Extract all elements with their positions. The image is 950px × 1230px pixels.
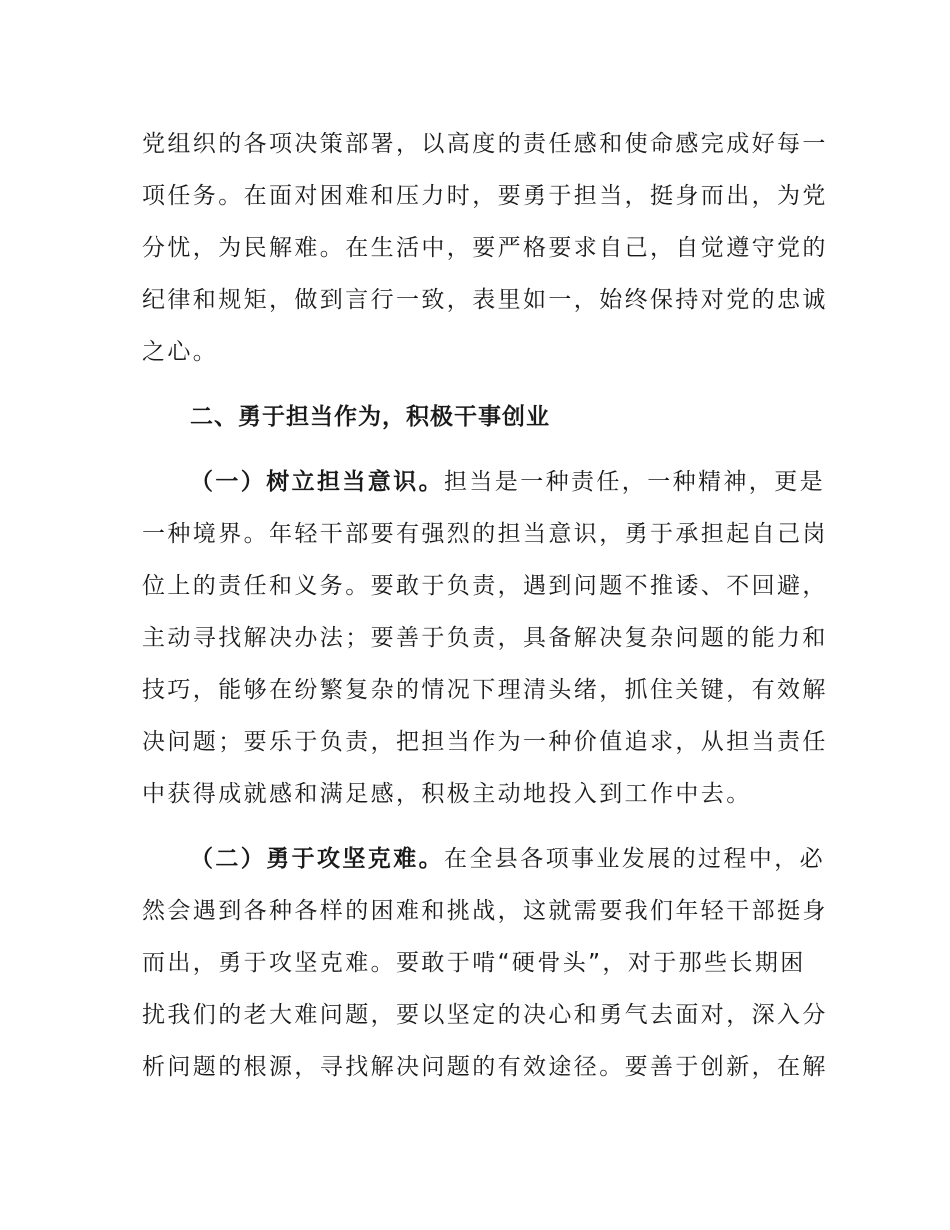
- text-line: [142, 456, 825, 508]
- text-line: 纪律和规矩，做到言行一致，表里如一，始终保持对党的忠诚: [142, 287, 828, 313]
- text-span: 在全县各项事业发展的过程中，必: [444, 846, 825, 872]
- section-heading: 二、勇于担当作为，积极干事创业: [190, 404, 550, 430]
- text-line: 分忧，为民解难。在生活中，要严格要求自己，自觉遵守党的: [142, 235, 828, 261]
- text-line: 中获得成就感和满足感，积极主动地投入到工作中去。: [142, 781, 752, 807]
- text-span: 担当是一种责任，一种精神，更是: [444, 469, 825, 495]
- text-line: 决问题；要乐于负责，把担当作为一种价值追求，从担当责任: [142, 729, 828, 755]
- text-line: 一种境界。年轻干部要有强烈的担当意识，勇于承担起自己岗: [142, 521, 828, 547]
- subsection-title: （二）勇于攻坚克难。: [190, 846, 444, 872]
- subsection-paragraph-1: [142, 456, 828, 820]
- text-line: 析问题的根源，寻找解决问题的有效途径。要善于创新，在解: [142, 1054, 828, 1080]
- text-line: 党组织的各项决策部署，以高度的责任感和使命感完成好每一: [142, 131, 828, 157]
- text-line: 而出，勇于攻坚克难。要敢于啃“硬骨头”，对于那些长期困: [142, 950, 806, 976]
- text-line: 项任务。在面对困难和压力时，要勇于担当，挺身而出，为党: [142, 183, 828, 209]
- text-line: 主动寻找解决办法；要善于负责，具备解决复杂问题的能力和: [142, 625, 828, 651]
- paragraph-continuation: [142, 118, 828, 378]
- text-line: 位上的责任和义务。要敢于负责，遇到问题不推诿、不回避，: [142, 573, 828, 599]
- document-page: [142, 118, 828, 1093]
- text-line: 技巧，能够在纷繁复杂的情况下理清头绪，抓住关键，有效解: [142, 677, 828, 703]
- subsection-title: （一）树立担当意识。: [190, 469, 444, 495]
- subsection-paragraph-2: [142, 833, 828, 1093]
- text-line: 然会遇到各种各样的困难和挑战，这就需要我们年轻干部挺身: [142, 898, 828, 924]
- text-line: 之心。: [142, 339, 219, 365]
- text-line: [142, 833, 825, 885]
- text-line: 扰我们的老大难问题，要以坚定的决心和勇气去面对，深入分: [142, 1002, 828, 1028]
